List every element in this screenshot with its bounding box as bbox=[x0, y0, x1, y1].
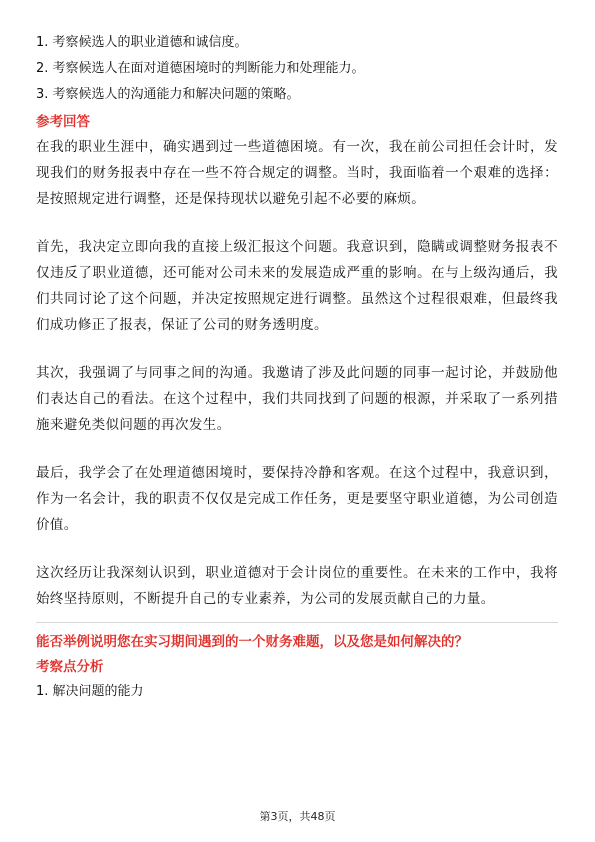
list-item: 3. 考察候选人的沟通能力和解决问题的策略。 bbox=[36, 87, 300, 102]
answer-heading: 参考回答 bbox=[36, 114, 90, 130]
paragraph-gap bbox=[36, 438, 558, 460]
list-item: 2. 考察候选人在面对道德困境时的判断能力和处理能力。 bbox=[36, 61, 365, 76]
next-question: 能否举例说明您在实习期间遇到的一个财务难题，以及您是如何解决的？ bbox=[36, 634, 468, 650]
list-item: 1. 解决问题的能力 bbox=[36, 684, 144, 699]
answer-paragraph: 在我的职业生涯中，确实遇到过一些道德困境。有一次，我在前公司担任会计时，发现我们的财务报表中存在一些不符合规定的调整。当时，我面临着一个艰难的选择：是按照规定进行调整，还是保持现状以避免引起不必要的麻烦。 bbox=[36, 139, 558, 207]
paragraph-gap bbox=[36, 338, 558, 360]
paragraph-gap bbox=[36, 538, 558, 560]
page-footer: 第3页，共48页 bbox=[259, 810, 336, 823]
section-divider bbox=[36, 622, 558, 623]
answer-paragraph: 最后，我学会了在处理道德困境时，要保持冷静和客观。在这个过程中，我意识到，作为一名会计，我的职责不仅仅是完成工作任务，更是要坚守职业道德，为公司创造价值。 bbox=[36, 465, 558, 533]
page-content bbox=[36, 30, 558, 705]
analysis-heading: 考察点分析 bbox=[36, 659, 104, 675]
answer-paragraph: 其次，我强调了与同事之间的沟通。我邀请了涉及此问题的同事一起讨论，并鼓励他们表达自己的看法。在这个过程中，我们共同找到了问题的根源，并采取了一系列措施来避免类似问题的再次发生。 bbox=[36, 365, 558, 433]
answer-paragraph: 首先，我决定立即向我的直接上级汇报这个问题。我意识到，隐瞒或调整财务报表不仅违反了职业道德，还可能对公司未来的发展造成严重的影响。在与上级沟通后，我们共同讨论了这个问题，并决定按照规定进行调整。虽然这个过程很艰难，但最终我们成功修正了报表，保证了公司的财务透明度。 bbox=[36, 239, 558, 333]
paragraph-gap bbox=[36, 212, 558, 234]
list-item: 1. 考察候选人的职业道德和诚信度。 bbox=[36, 35, 248, 50]
answer-paragraph: 这次经历让我深刻认识到，职业道德对于会计岗位的重要性。在未来的工作中，我将始终坚持原则，不断提升自己的专业素养，为公司的发展贡献自己的力量。 bbox=[36, 565, 558, 607]
